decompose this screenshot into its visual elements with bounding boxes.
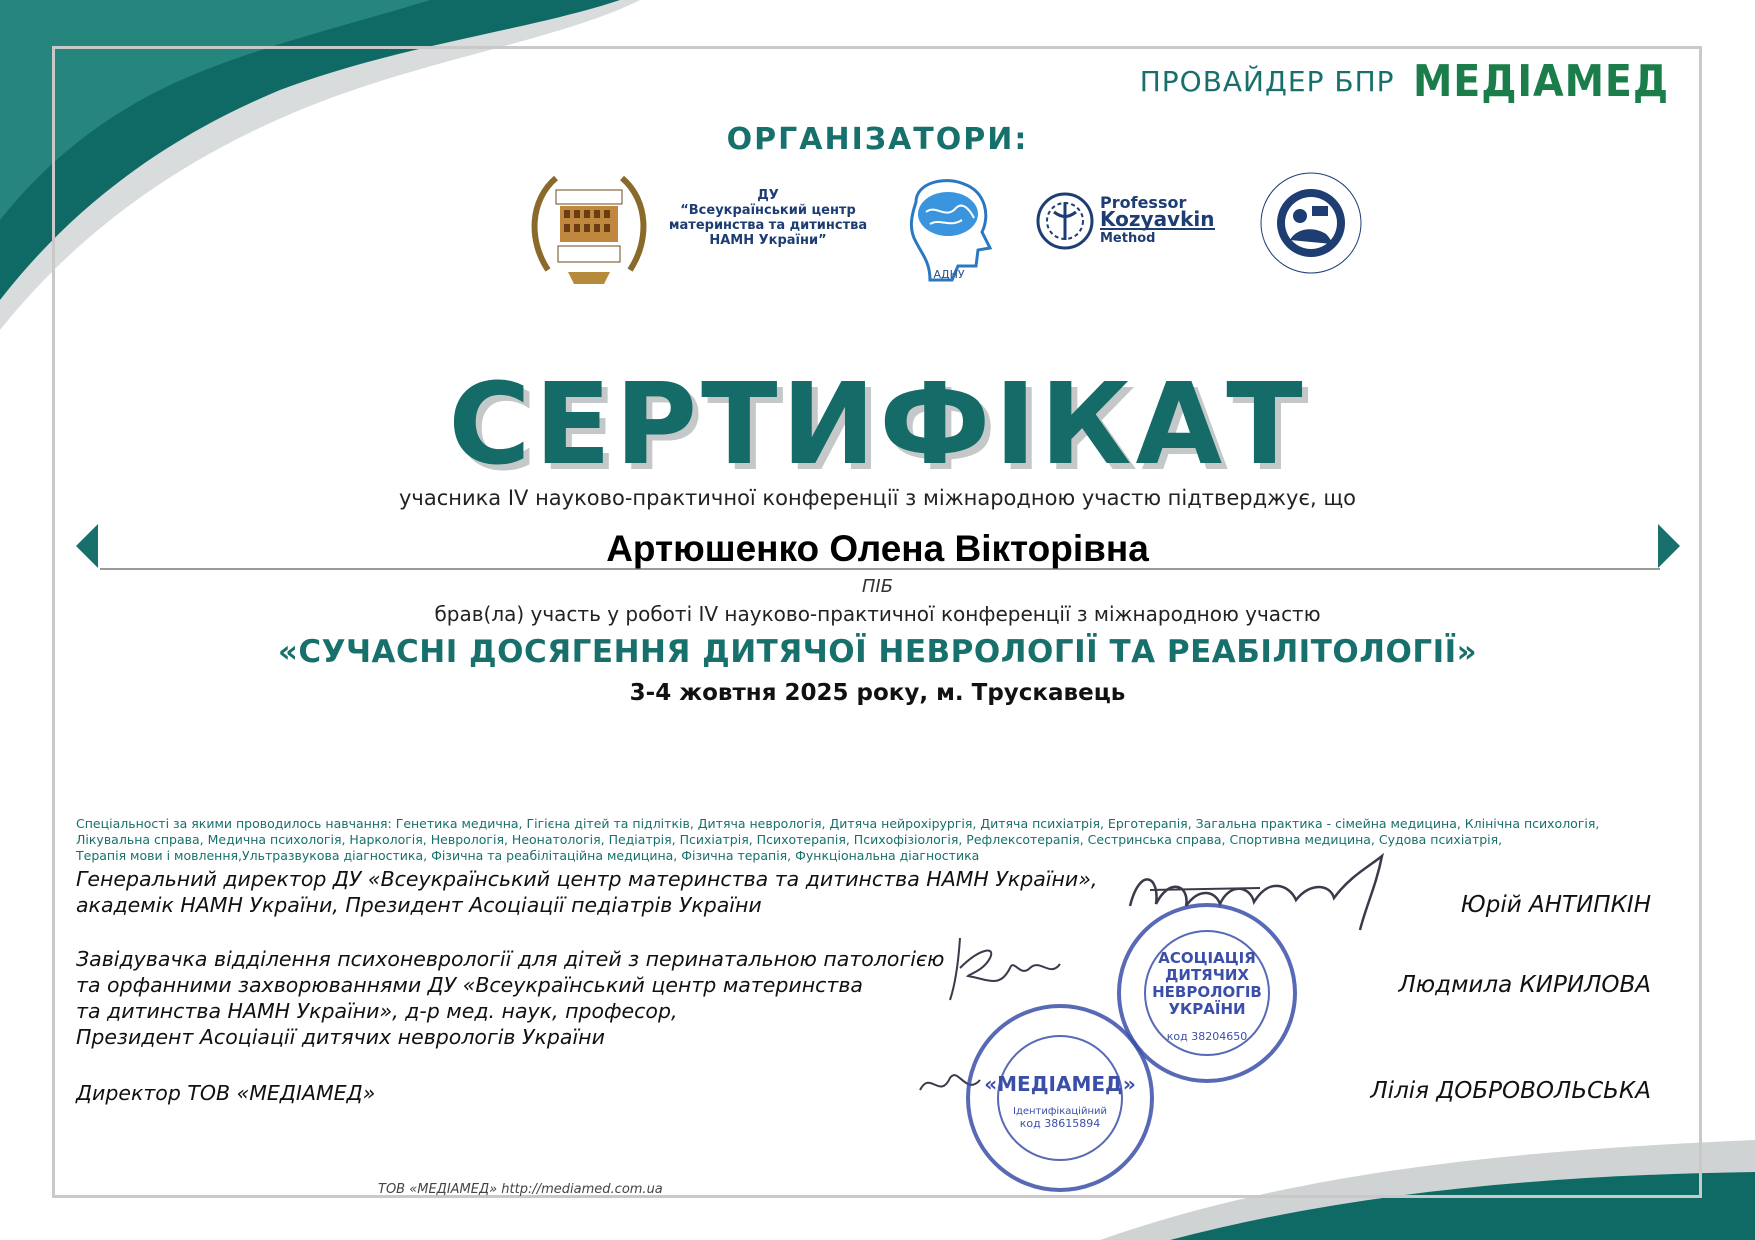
stamp-text: НЕВРОЛОГІВ	[1152, 983, 1262, 1001]
signatory-role-3	[76, 1080, 375, 1106]
stamp-mediamed	[962, 1000, 1158, 1196]
stamp-text: АСОЦІАЦІЯ	[1158, 949, 1256, 967]
center-logo-line: “Всеукраїнський центр	[680, 203, 856, 218]
signature-kyrylova	[940, 928, 1080, 1008]
pediatricians-emblem-icon	[1256, 168, 1366, 278]
certificate-title: СЕРТИФІКАТ	[448, 360, 1307, 490]
stamp-code: код 38204650	[1166, 1030, 1248, 1043]
role-line: Завідувачка відділення психоневрології для дітей з перинатальною патологією	[76, 947, 945, 971]
stamp-text: Ідентифікаційний	[1013, 1106, 1107, 1117]
organizers-title: ОРГАНІЗАТОРИ:	[726, 122, 1029, 157]
academy-emblem-icon	[528, 160, 650, 288]
adnu-short-label: АДНУ	[933, 268, 965, 281]
provider-label: ПРОВАЙДЕР БПР	[1139, 65, 1395, 98]
participation-text: брав(ла) участь у роботі IV науково-практичної конференції з міжнародною участю	[434, 602, 1321, 626]
specialties-line: Лікувальна справа, Медична психологія, Наркологія, Неврологія, Неонатологія, Педіатрія, Психіатрія, Психотерапія, Психофізіологія, Рефлексотерапія, Сестринська справа, Спортивна медицина, Судова психіатрія,	[76, 832, 1503, 847]
role-line: академік НАМН України, Президент Асоціації педіатрів України	[76, 893, 762, 917]
participant-name: Артюшенко Олена Вікторівна	[606, 528, 1149, 569]
stamp-code: код 38615894	[1019, 1117, 1101, 1130]
role-line: та орфанними захворюваннями ДУ «Всеукраїнський центр материнства	[76, 973, 863, 997]
signatory-name-2: Людмила КИРИЛОВА	[1398, 972, 1651, 998]
kozyavkin-line: Professor	[1100, 193, 1187, 212]
kozyavkin-logo	[1036, 192, 1226, 252]
role-line: Генеральний директор ДУ «Всеукраїнський центр материнства та дитинства НАМН України»,	[76, 867, 1098, 891]
signatory-name-3: Лілія ДОБРОВОЛЬСЬКА	[1370, 1078, 1651, 1104]
provider-block	[1140, 56, 1697, 107]
stamp-text: УКРАЇНИ	[1168, 1000, 1246, 1018]
center-logo	[668, 188, 868, 248]
signatory-name-1: Юрій АНТИПКІН	[1460, 892, 1651, 918]
academy-logo	[528, 160, 650, 288]
signatory-role-2	[76, 946, 944, 1050]
center-logo-line: материнства та дитинства	[668, 218, 868, 233]
pediatricians-logo	[1256, 168, 1366, 278]
role-line: Президент Асоціації дитячих неврологів України	[76, 1025, 605, 1049]
role-line: та дитинства НАМН України», д-р мед. наук, професор,	[76, 999, 678, 1023]
kozyavkin-emblem-icon	[1036, 192, 1094, 250]
specialties-line: Спеціальності за якими проводилось навчання: Генетика медична, Гігієна дітей та підлітків, Дитяча неврологія, Дитяча нейрохірургія, Дитяча психіатрія, Ерготерапія, Загальна практика - сімейна медицина, Клінічна психологія,	[76, 816, 1600, 831]
center-logo-line: ДУ	[757, 188, 779, 203]
stamp-text: ДИТЯЧИХ	[1165, 966, 1249, 984]
conference-title: «СУЧАСНІ ДОСЯГЕННЯ ДИТЯЧОЇ НЕВРОЛОГІЇ ТА РЕАБІЛІТОЛОГІЇ»	[277, 634, 1478, 670]
kozyavkin-line: Method	[1100, 231, 1156, 246]
kozyavkin-line: Kozyavkin	[1100, 207, 1215, 231]
stamp-text: «МЕДІАМЕД»	[984, 1072, 1136, 1096]
adnu-logo	[886, 162, 1012, 288]
signatory-role-1	[76, 866, 1097, 918]
center-logo-line: НАМН України”	[709, 233, 827, 248]
role-line: Директор ТОВ «МЕДІАМЕД»	[76, 1081, 376, 1105]
name-caption: ПІБ	[861, 576, 894, 597]
specialties-line: Терапія мови і мовлення,Ультразвукова діагностика, Фізична та реабілітаційна медицина, Фізична терапія, Функціональна діагностика	[76, 848, 980, 863]
certificate-subtitle: учасника IV науково-практичної конференції з міжнародною участю підтверджує, що	[398, 486, 1356, 510]
provider-brand-logo: МЕДІАМЕД	[1412, 56, 1669, 107]
conference-date-place: 3-4 жовтня 2025 року, м. Трускавець	[629, 680, 1126, 706]
footer-website: ТОВ «МЕДІАМЕД» http://mediamed.com.ua	[378, 1182, 663, 1197]
